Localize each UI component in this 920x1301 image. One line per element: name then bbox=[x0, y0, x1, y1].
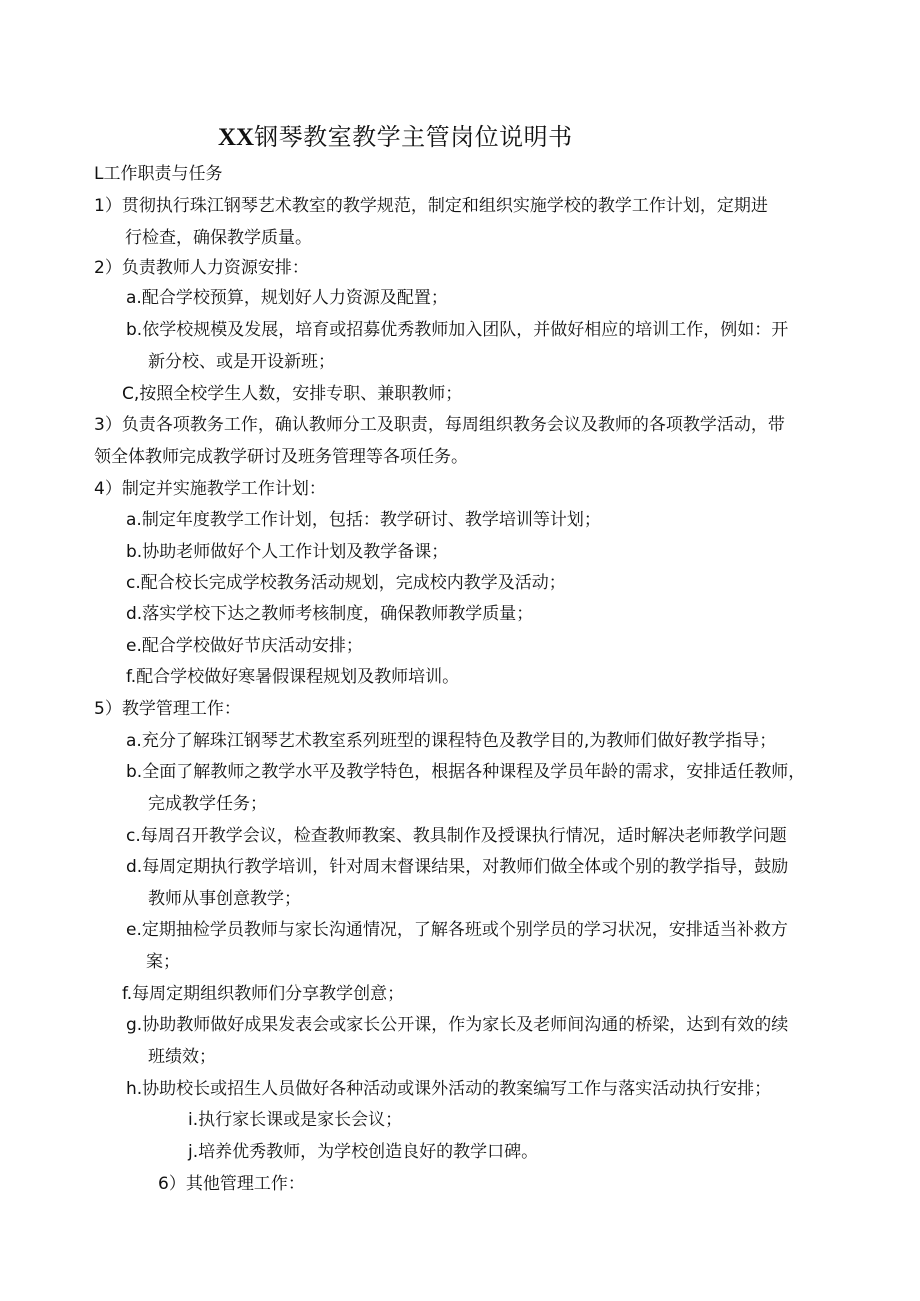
item-5j: j.培养优秀教师，为学校创造良好的教学口碑。 bbox=[188, 1142, 539, 1162]
item-4a: a.制定年度教学工作计划，包括：教学研讨、教学培训等计划； bbox=[126, 510, 601, 530]
item-5b-line-1: b.全面了解教师之教学水平及教学特色，根据各种课程及学员年龄的需求，安排适任教师， bbox=[126, 762, 806, 782]
item-1-line-1: 1）贯彻执行珠江钢琴艺术教室的教学规范，制定和组织实施学校的教学工作计划，定期进 bbox=[94, 196, 768, 216]
item-2c: C,按照全校学生人数，安排专职、兼职教师； bbox=[122, 384, 463, 404]
item-6-heading: 6）其他管理工作： bbox=[158, 1174, 305, 1194]
item-5h: h.协助校长或招生人员做好各种活动或课外活动的教案编写工作与落实活动执行安排； bbox=[126, 1079, 772, 1099]
item-5e-line-2: 案； bbox=[146, 952, 180, 972]
item-5f: f.每周定期组织教师们分享教学创意； bbox=[122, 984, 405, 1004]
item-5-heading: 5）教学管理工作： bbox=[94, 699, 241, 719]
item-4e: e.配合学校做好节庆活动安排； bbox=[126, 636, 363, 656]
item-1-line-2: 行检查，确保教学质量。 bbox=[125, 228, 312, 248]
item-2a: a.配合学校预算，规划好人力资源及配置； bbox=[126, 288, 448, 308]
item-5i: i.执行家长课或是家长会议； bbox=[188, 1110, 403, 1130]
section-heading-duties: L工作职责与任务 bbox=[94, 164, 223, 184]
item-4f: f.配合学校做好寒暑假课程规划及教师培训。 bbox=[126, 667, 460, 687]
item-4-heading: 4）制定并实施教学工作计划： bbox=[94, 479, 326, 499]
item-2-heading: 2）负责教师人力资源安排： bbox=[94, 258, 309, 278]
item-5g-line-1: g.协助教师做好成果发表会或家长公开课，作为家长及老师间沟通的桥梁，达到有效的续 bbox=[126, 1015, 789, 1035]
item-5d-line-2: 教师从事创意教学； bbox=[148, 889, 301, 909]
item-4b: b.协助老师做好个人工作计划及教学备课； bbox=[126, 542, 449, 562]
item-5d-line-1: d.每周定期执行教学培训，针对周末督课结果，对教师们做全体或个别的教学指导，鼓励 bbox=[126, 857, 789, 877]
item-2b-line-2: 新分校、或是开设新班； bbox=[148, 352, 335, 372]
item-5g-line-2: 班绩效； bbox=[148, 1047, 216, 1067]
item-3-line-1: 3）负责各项教务工作，确认教师分工及职责，每周组织教务会议及教师的各项教学活动，带 bbox=[94, 415, 785, 435]
item-5a: a.充分了解珠江钢琴艺术教室系列班型的课程特色及教学目的,为教师们做好教学指导； bbox=[126, 731, 777, 751]
item-4c: c.配合校长完成学校教务活动规划，完成校内教学及活动； bbox=[126, 573, 566, 593]
title-main: 钢琴教室教学主管岗位说明书 bbox=[254, 123, 573, 151]
title-prefix: XX bbox=[218, 124, 255, 151]
item-4d: d.落实学校下达之教师考核制度，确保教师教学质量； bbox=[126, 604, 534, 624]
item-5e-line-1: e.定期抽检学员教师与家长沟通情况，了解各班或个别学员的学习状况，安排适当补救方 bbox=[126, 920, 788, 940]
item-3-line-2: 领全体教师完成教学研讨及班务管理等各项任务。 bbox=[94, 447, 468, 467]
page-title bbox=[218, 120, 573, 155]
item-2b-line-1: b.依学校规模及发展，培育或招募优秀教师加入团队，并做好相应的培训工作，例如：开 bbox=[126, 320, 789, 340]
item-5b-line-2: 完成教学任务； bbox=[148, 794, 267, 814]
item-5c: c.每周召开教学会议，检查教师教案、教具制作及授课执行情况，适时解决老师教学问题 bbox=[126, 826, 787, 846]
